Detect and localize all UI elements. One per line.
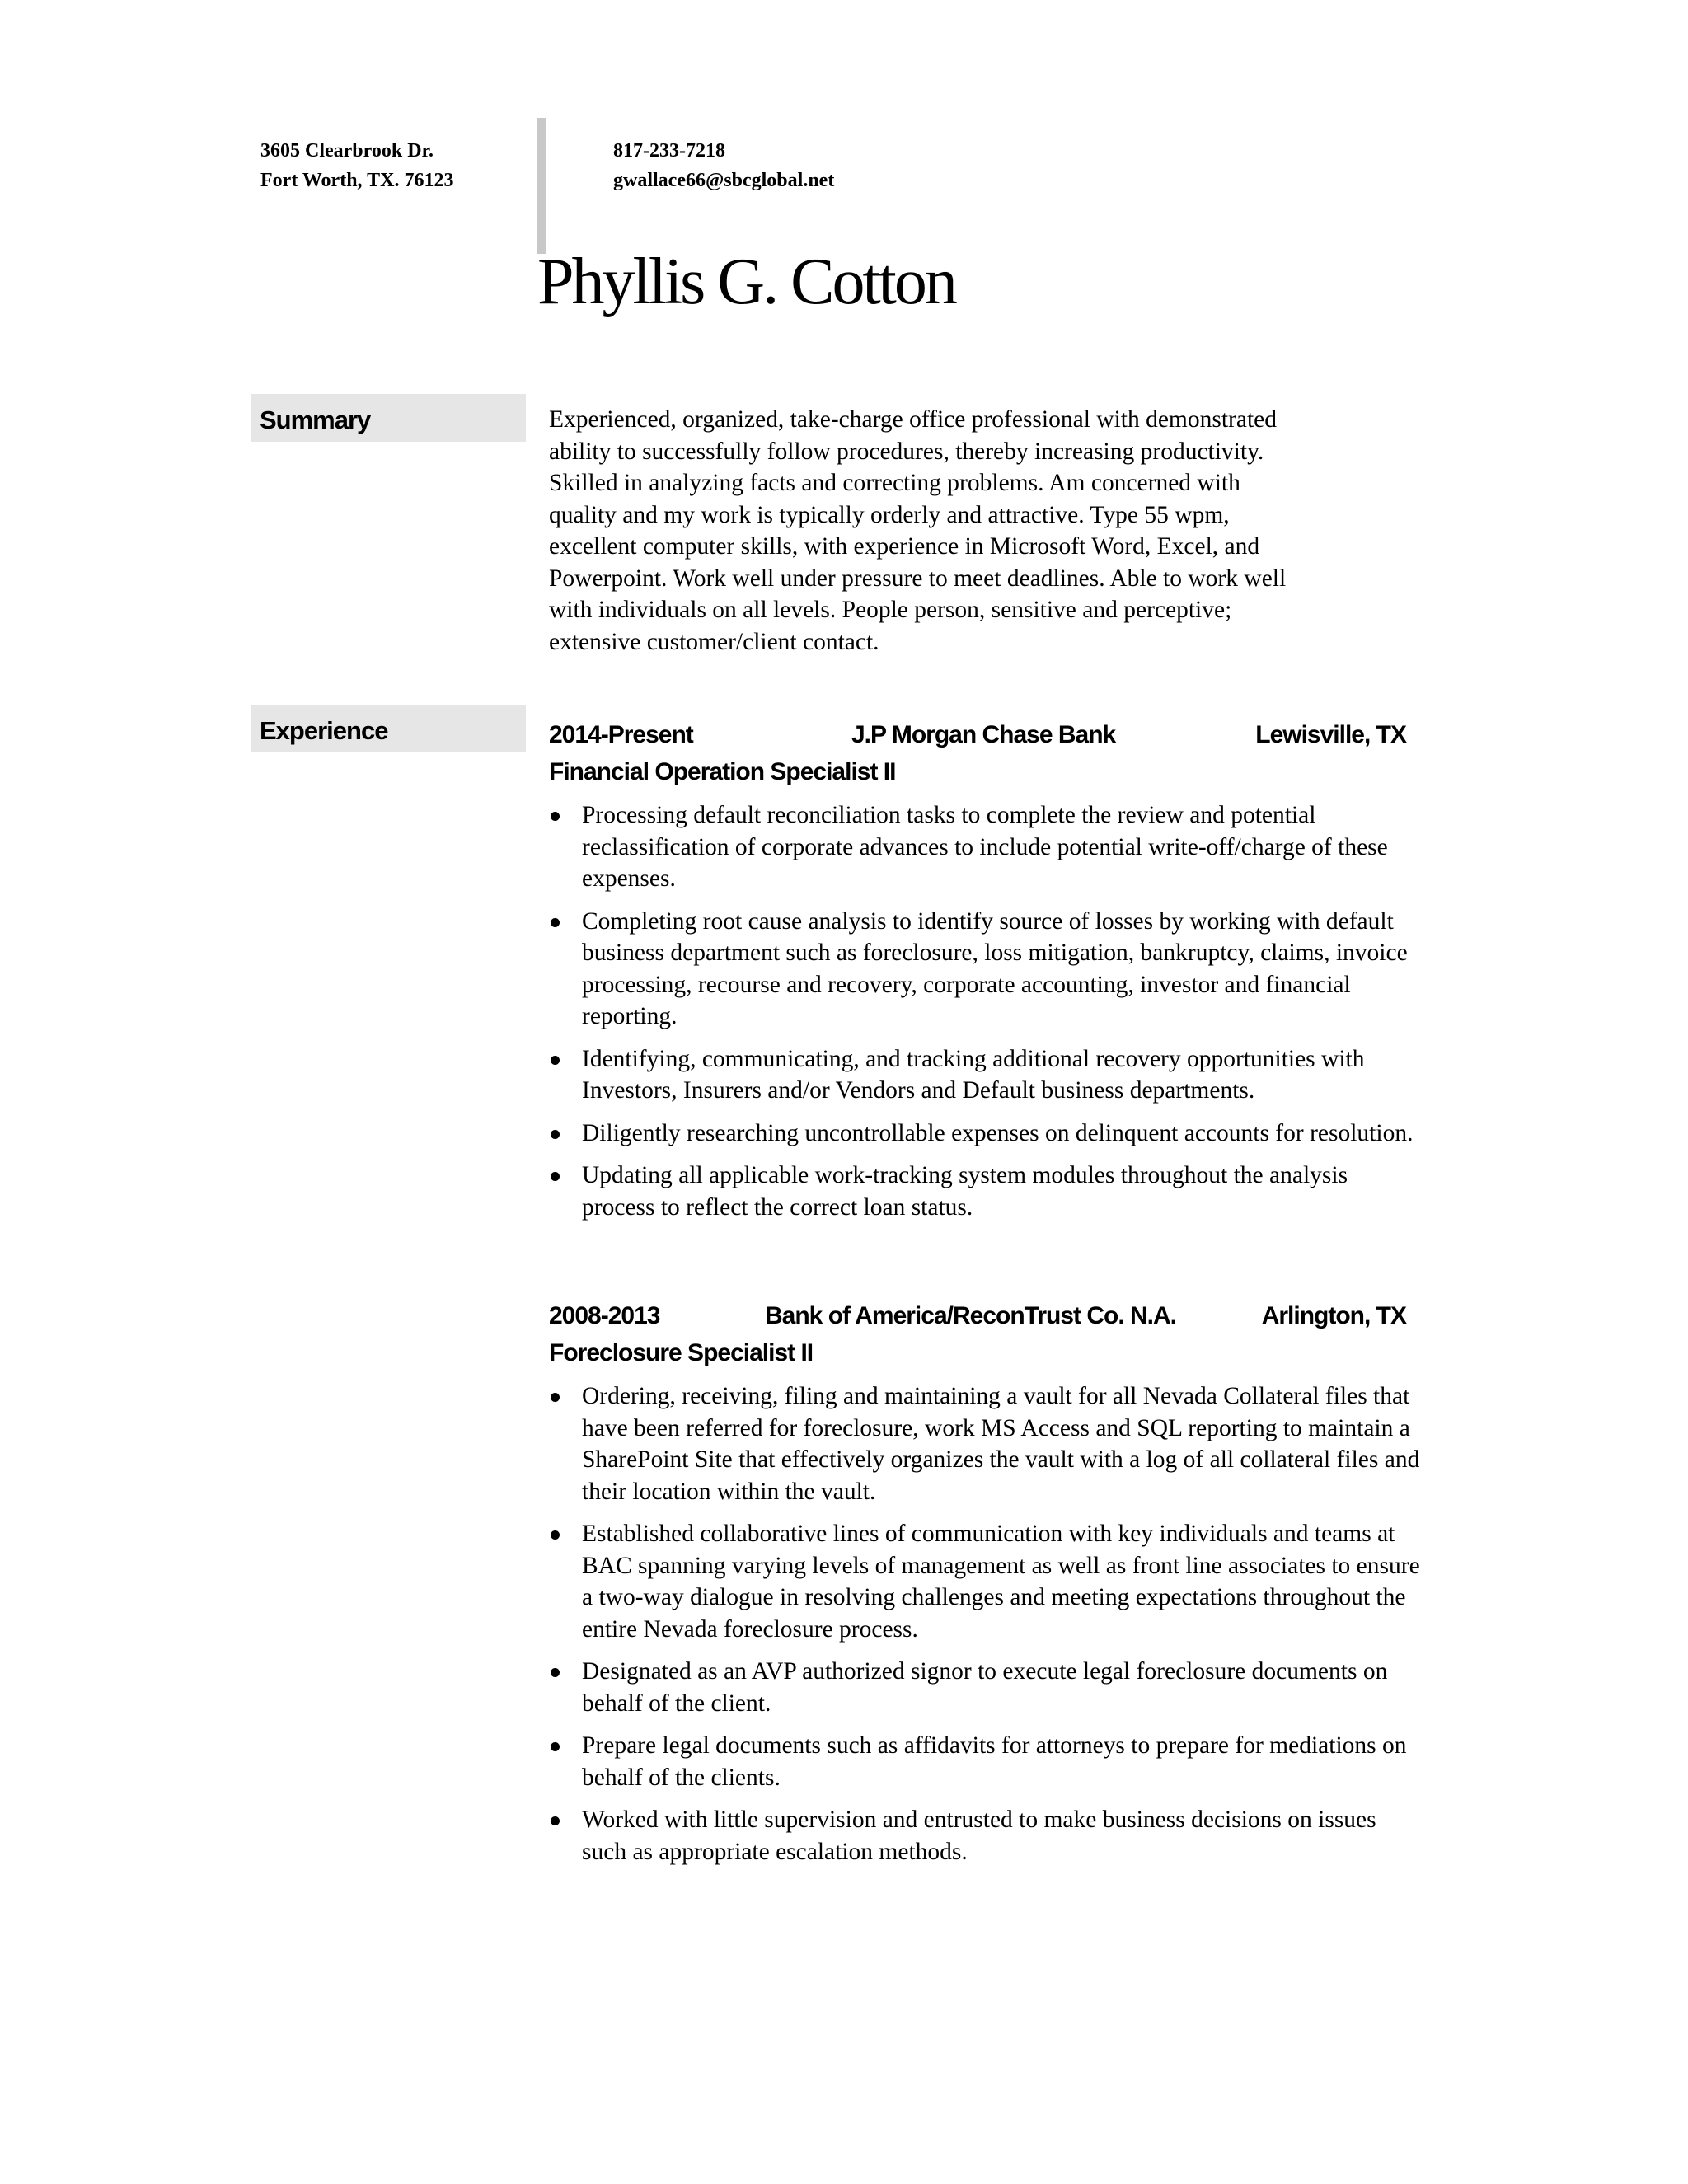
- list-item: [549, 1043, 1423, 1107]
- list-item: [549, 1518, 1423, 1645]
- bullet-icon: [551, 1742, 560, 1751]
- bullet-text: Processing default reconciliation tasks to complete the review and potential reclassification of corporate advances to include potential write-off/charge of these expenses.: [582, 802, 1388, 892]
- job-company: J.P Morgan Chase Bank: [851, 721, 1116, 748]
- job-bullets: [549, 1380, 1423, 1878]
- job-years: 2014-Present: [549, 721, 693, 748]
- summary-line: Skilled in analyzing facts and correcting problems. Am concerned with: [549, 470, 1240, 496]
- job-location: Lewisville, TX: [1255, 721, 1406, 748]
- summary-line: Powerpoint. Work well under pressure to meet deadlines. Able to work well: [549, 565, 1287, 592]
- bullet-icon: [551, 1530, 560, 1540]
- list-item: [549, 799, 1423, 895]
- address-block: [260, 136, 453, 195]
- summary-line: quality and my work is typically orderly and attractive. Type 55 wpm,: [549, 501, 1230, 528]
- bullet-text: Ordering, receiving, filing and maintaining a vault for all Nevada Collateral files that have been referred for foreclosure, work MS Access and SQL reporting to maintain a SharePoint Site that effectively organizes the vault with a log of all collateral files and their location within the vault.: [582, 1383, 1420, 1505]
- bullet-icon: [551, 1668, 560, 1677]
- summary-line: Experienced, organized, take-charge office professional with demonstrated: [549, 406, 1278, 433]
- summary-text: [549, 404, 1414, 658]
- bullet-text: Worked with little supervision and entrusted to make business decisions on issues such as appropriate escalation methods.: [582, 1807, 1376, 1865]
- list-item: [549, 1380, 1423, 1507]
- bullet-icon: [551, 1130, 560, 1139]
- bullet-text: Identifying, communicating, and tracking additional recovery opportunities with Investors, Insurers and/or Vendors and Default business departments.: [582, 1045, 1365, 1104]
- bullet-icon: [551, 1056, 560, 1065]
- job-title: Financial Operation Specialist II: [549, 758, 896, 785]
- bullet-icon: [551, 1172, 560, 1181]
- email-address: gwallace66@sbcglobal.net: [613, 170, 835, 191]
- summary-line: extensive customer/client contact.: [549, 628, 879, 655]
- summary-line: excellent computer skills, with experience in Microsoft Word, Excel, and: [549, 533, 1260, 560]
- address-line-2: Fort Worth, TX. 76123: [260, 170, 454, 191]
- list-item: [549, 1656, 1423, 1719]
- summary-line: with individuals on all levels. People person, sensitive and perceptive;: [549, 597, 1232, 623]
- bullet-text: Updating all applicable work-tracking system modules throughout the analysis process to reflect the correct loan status.: [582, 1162, 1348, 1221]
- bullet-text: Completing root cause analysis to identify source of losses by working with default business department such as foreclosure, loss mitigation, bankruptcy, claims, invoice processing, recourse and recovery, corporate accounting, investor and financial reporting.: [582, 907, 1408, 1029]
- job-bullets: [549, 799, 1423, 1234]
- job-title: Foreclosure Specialist II: [549, 1339, 814, 1366]
- phone-number: 817-233-7218: [613, 140, 725, 162]
- list-item: [549, 1118, 1423, 1150]
- bullet-text: Diligently researching uncontrollable expenses on delinquent accounts for resolution.: [582, 1119, 1414, 1146]
- bullet-icon: [551, 1816, 560, 1825]
- list-item: [549, 1730, 1423, 1793]
- bullet-icon: [551, 1393, 560, 1402]
- job-header: [549, 721, 1406, 754]
- bullet-icon: [551, 918, 560, 927]
- summary-line: ability to successfully follow procedures, thereby increasing productivity.: [549, 438, 1264, 465]
- bullet-icon: [551, 812, 560, 821]
- job-location: Arlington, TX: [1261, 1302, 1406, 1329]
- list-item: [549, 906, 1423, 1033]
- bullet-text: Designated as an AVP authorized signor to execute legal foreclosure documents on behalf of the client.: [582, 1658, 1388, 1717]
- address-line-1: 3605 Clearbrook Dr.: [260, 140, 434, 162]
- summary-label: Summary: [251, 394, 526, 442]
- job-years: 2008-2013: [549, 1302, 660, 1329]
- job-header: [549, 1302, 1406, 1335]
- contact-block: [613, 136, 834, 195]
- experience-label: Experience: [251, 705, 526, 752]
- list-item: [549, 1160, 1423, 1223]
- job-company: Bank of America/ReconTrust Co. N.A.: [765, 1302, 1176, 1329]
- list-item: [549, 1804, 1423, 1868]
- header-divider: [537, 118, 546, 254]
- bullet-text: Prepare legal documents such as affidavits for attorneys to prepare for mediations on behalf of the clients.: [582, 1732, 1407, 1791]
- candidate-name: Phyllis G. Cotton: [537, 246, 955, 318]
- bullet-text: Established collaborative lines of communication with key individuals and teams at BAC spanning varying levels of management as well as front line associates to ensure a two-way dialogue in resolving challenges and meeting expectations throughout the entire Nevada foreclosure process.: [582, 1521, 1420, 1643]
